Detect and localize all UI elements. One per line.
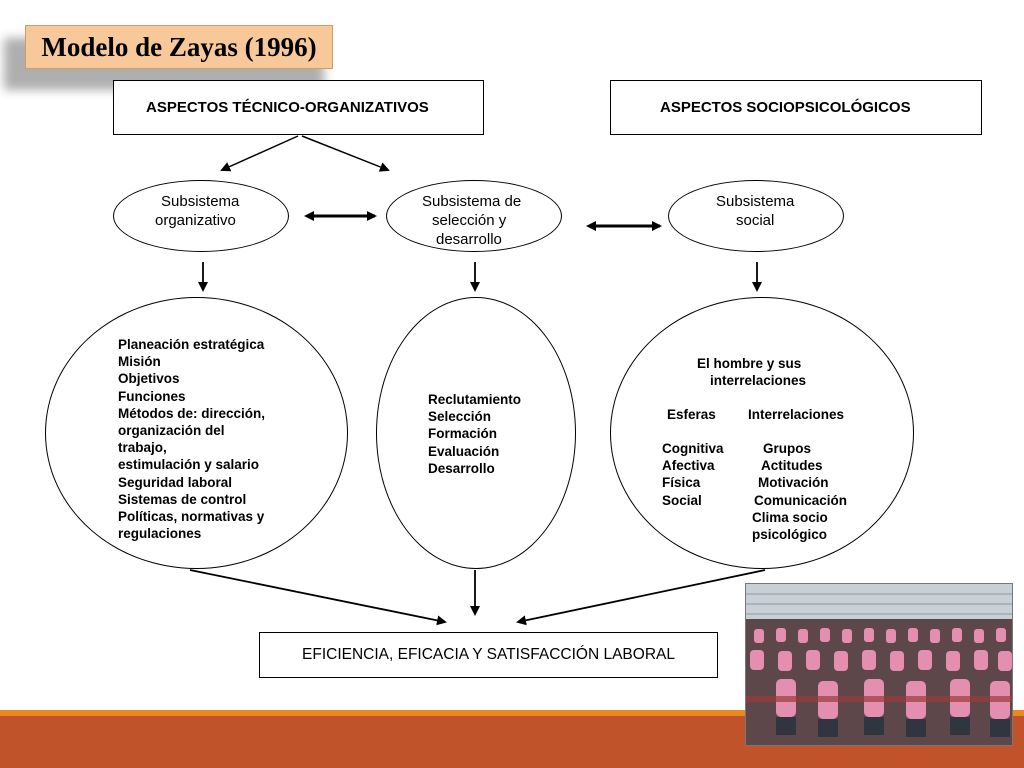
list-item: Social xyxy=(662,492,702,508)
subsistema-organizativo-line1: Subsistema xyxy=(161,193,240,210)
list-item: estimulación y salario xyxy=(118,457,260,473)
list-item: Grupos xyxy=(763,441,812,456)
factory-workers-photo xyxy=(745,583,1013,746)
list-item: Políticas, normativas y xyxy=(118,509,265,525)
arrow-left-to-result xyxy=(190,570,445,622)
list-item: Métodos de: dirección, xyxy=(118,405,266,421)
list-item: Seguridad laboral xyxy=(118,474,233,490)
list-item: Cognitiva xyxy=(662,441,724,456)
list-item: Objetivos xyxy=(118,371,180,387)
social-heading-line2: interrelaciones xyxy=(710,373,807,389)
list-item: Formación xyxy=(428,426,498,442)
list-item: Desarrollo xyxy=(428,460,495,476)
subsistema-seleccion-line1: Subsistema de xyxy=(422,193,522,210)
list-item: Clima socio xyxy=(752,509,828,525)
interrelaciones-list xyxy=(752,440,847,543)
list-item: Selección xyxy=(428,409,492,425)
subsistema-social-line2: social xyxy=(736,212,775,229)
col-header-esferas: Esferas xyxy=(667,407,716,422)
subsistema-organizativo-text xyxy=(155,192,239,230)
organizativo-details-list xyxy=(118,336,265,542)
subsistema-organizativo-line2: organizativo xyxy=(155,212,236,229)
list-item: psicológico xyxy=(752,527,828,543)
col-header-interrelaciones: Interrelaciones xyxy=(748,407,845,422)
header-socio-label: ASPECTOS SOCIOPSICOLÓGICOS xyxy=(660,99,911,116)
list-item: Funciones xyxy=(118,388,186,404)
list-item: regulaciones xyxy=(118,526,202,542)
list-item: Comunicación xyxy=(754,492,848,508)
page-title: Modelo de Zayas (1996) xyxy=(25,25,333,69)
list-item: Reclutamiento xyxy=(428,392,522,407)
list-item: Afectiva xyxy=(662,458,715,474)
list-item: trabajo, xyxy=(118,440,167,456)
subsistema-social-line1: Subsistema xyxy=(716,193,795,210)
list-item: Planeación estratégica xyxy=(118,337,265,352)
list-item: Física xyxy=(662,475,701,491)
seleccion-details-list xyxy=(428,391,521,477)
subsistema-seleccion-line3: desarrollo xyxy=(436,231,502,248)
arrow-right-to-result xyxy=(518,570,765,622)
social-heading xyxy=(697,355,806,389)
subsistema-seleccion-text xyxy=(422,192,521,249)
arrow-to-organizativo xyxy=(222,136,298,170)
esferas-list xyxy=(662,440,724,509)
result-box xyxy=(259,632,718,678)
factory-photo-drawing xyxy=(746,584,1013,746)
list-item: organización del xyxy=(118,423,225,439)
list-item: Evaluación xyxy=(428,443,500,459)
subsistema-social-text xyxy=(716,192,794,230)
list-item: Actitudes xyxy=(761,458,823,474)
subsistema-seleccion-line2: selección y xyxy=(432,212,507,229)
social-heading-line1: El hombre y sus xyxy=(697,356,802,371)
result-label: EFICIENCIA, EFICACIA Y SATISFACCIÓN LABORAL xyxy=(302,646,675,663)
list-item: Sistemas de control xyxy=(118,491,247,507)
list-item: Misión xyxy=(118,354,161,370)
header-tecnico-label: ASPECTOS TÉCNICO-ORGANIZATIVOS xyxy=(146,99,429,116)
list-item: Motivación xyxy=(758,475,829,491)
arrow-to-seleccion xyxy=(302,136,388,170)
